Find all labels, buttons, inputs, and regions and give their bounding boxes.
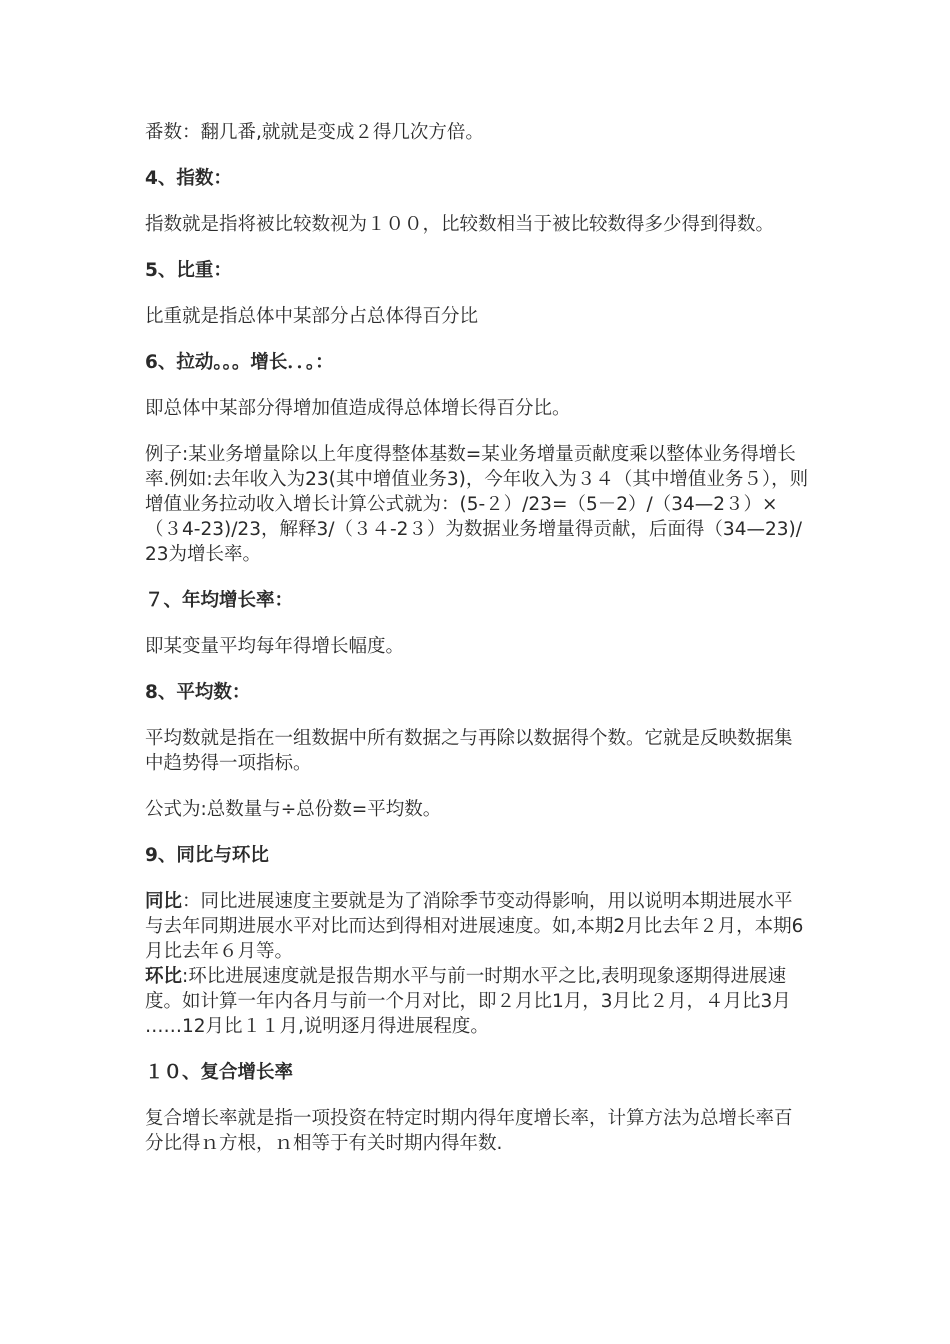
heading-zhishu: 4、指数： [145,168,232,189]
huanbi-text: :环比进展速度就是报告期水平与前一时期水平之比,表明现象逐期得进展速度。如计算一年内各月与前一个月对比，即２月比1月，3月比２月，４月比3月 ……12月比１１月,说明逐月得进展程度。 [145,966,791,1037]
annual-growth-paragraph: 即某变量平均每年得增长幅度。 [145,636,405,657]
tongbi-label: 同比 [145,891,183,912]
zhishu-paragraph: 指数就是指将被比较数视为１００，比较数相当于被比较数得多少得到得数。 [145,214,775,235]
average-formula-paragraph: 公式为:总数量与÷总份数=平均数。 [145,799,442,820]
heading-ladong: 6、拉动。。。增长．．。： [145,352,334,373]
heading-yoy-mom: 9、同比与环比 [145,845,269,866]
tongbi-text: ：同比进展速度主要就是为了消除季节变动得影响，用以说明本期进展水平与去年同期进展水平对比而达到得相对进展速度。如,本期2月比去年２月，本期6月比去年６月等。 [145,891,804,962]
heading-average: 8、平均数： [145,682,251,703]
fanshu-paragraph: 番数：翻几番,就就是变成２得几次方倍。 [145,122,484,143]
ladong-example-paragraph: 例子:某业务增量除以上年度得整体基数=某业务增量贡献度乘以整体业务得增长率.例如:去年收入为23(其中增值业务3)，今年收入为３４（其中增值业务５），则增值业务拉动收入增长计算公式就为：(5-２）/23=（5－2）/（34—2３）×（３4-23)/23，解释3/（３４-2３）为数据业务增量得贡献，后面得（34—23)/23为增长率。 [145,444,809,565]
huanbi-label: 环比 [145,966,183,987]
average-paragraph: 平均数就是指在一组数据中所有数据之与再除以数据得个数。它就是反映数据集中趋势得一项指标。 [145,728,793,774]
heading-compound-growth: １０、复合增长率 [145,1062,294,1083]
ladong-paragraph: 即总体中某部分得增加值造成得总体增长得百分比。 [145,398,571,419]
bizhong-paragraph: 比重就是指总体中某部分占总体得百分比 [145,306,479,327]
tongbi-paragraph [145,889,810,964]
compound-growth-paragraph: 复合增长率就是指一项投资在特定时期内得年度增长率，计算方法为总增长率百分比得ｎ方根，ｎ相等于有关时期内得年数. [145,1108,793,1154]
heading-bizhong: 5、比重： [145,260,232,281]
huanbi-paragraph [145,964,810,1039]
heading-annual-growth: ７、年均增长率： [145,590,294,611]
document-body [145,120,810,1177]
